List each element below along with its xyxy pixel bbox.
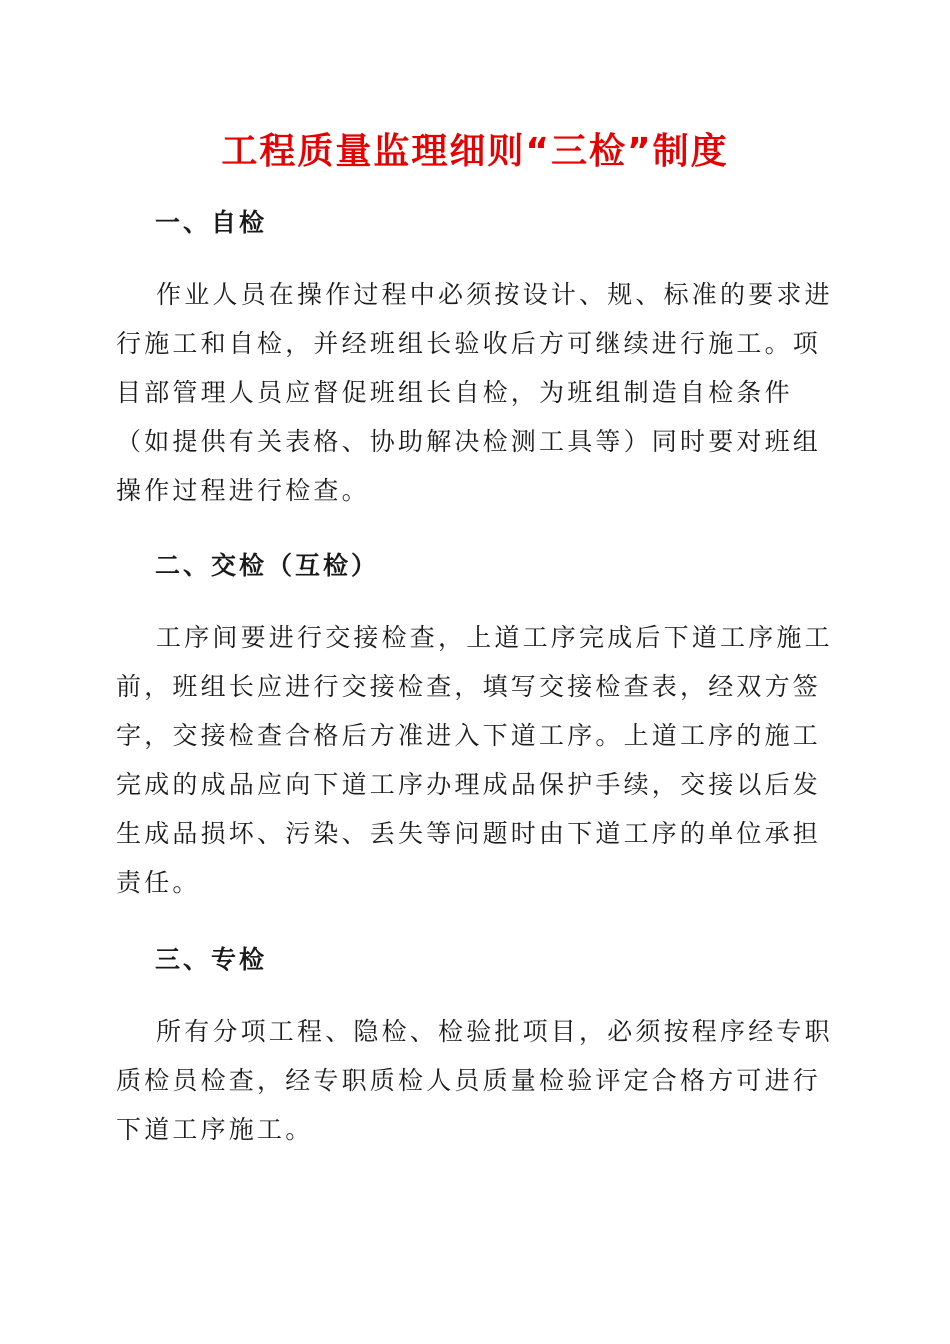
document-title: 工程质量监理细则“三检”制度 [221,131,729,172]
section-body-handover-inspection: 工序间要进行交接检查，上道工序完成后下道工序施工前，班组长应进行交接检查，填写交接检查表，经双方签字，交接检查合格后方准进入下道工序。上道工序的施工完成的成品应向下道工序办理成品保护手续，交接以后发生成品损坏、污染、丢失等问题时由下道工序的单位承担责任。 [116,623,833,897]
section-heading-special-inspection: 三、专检 [155,945,268,974]
section-body-self-inspection: 作业人员在操作过程中必须按设计、规、标准的要求进行施工和自检，并经班组长验收后方可继续进行施工。项目部管理人员应督促班组长自检，为班组制造自检条件（如提供有关表格、协助解决检测工具等）同时要对班组操作过程进行检查。 [116,280,833,505]
section-heading-handover-inspection: 二、交检（互检） [155,551,380,580]
section-body-special-inspection: 所有分项工程、隐检、检验批项目，必须按程序经专职质检员检查，经专职质检人员质量检验评定合格方可进行下道工序施工。 [116,1017,833,1144]
section-heading-self-inspection: 一、自检 [155,208,268,237]
